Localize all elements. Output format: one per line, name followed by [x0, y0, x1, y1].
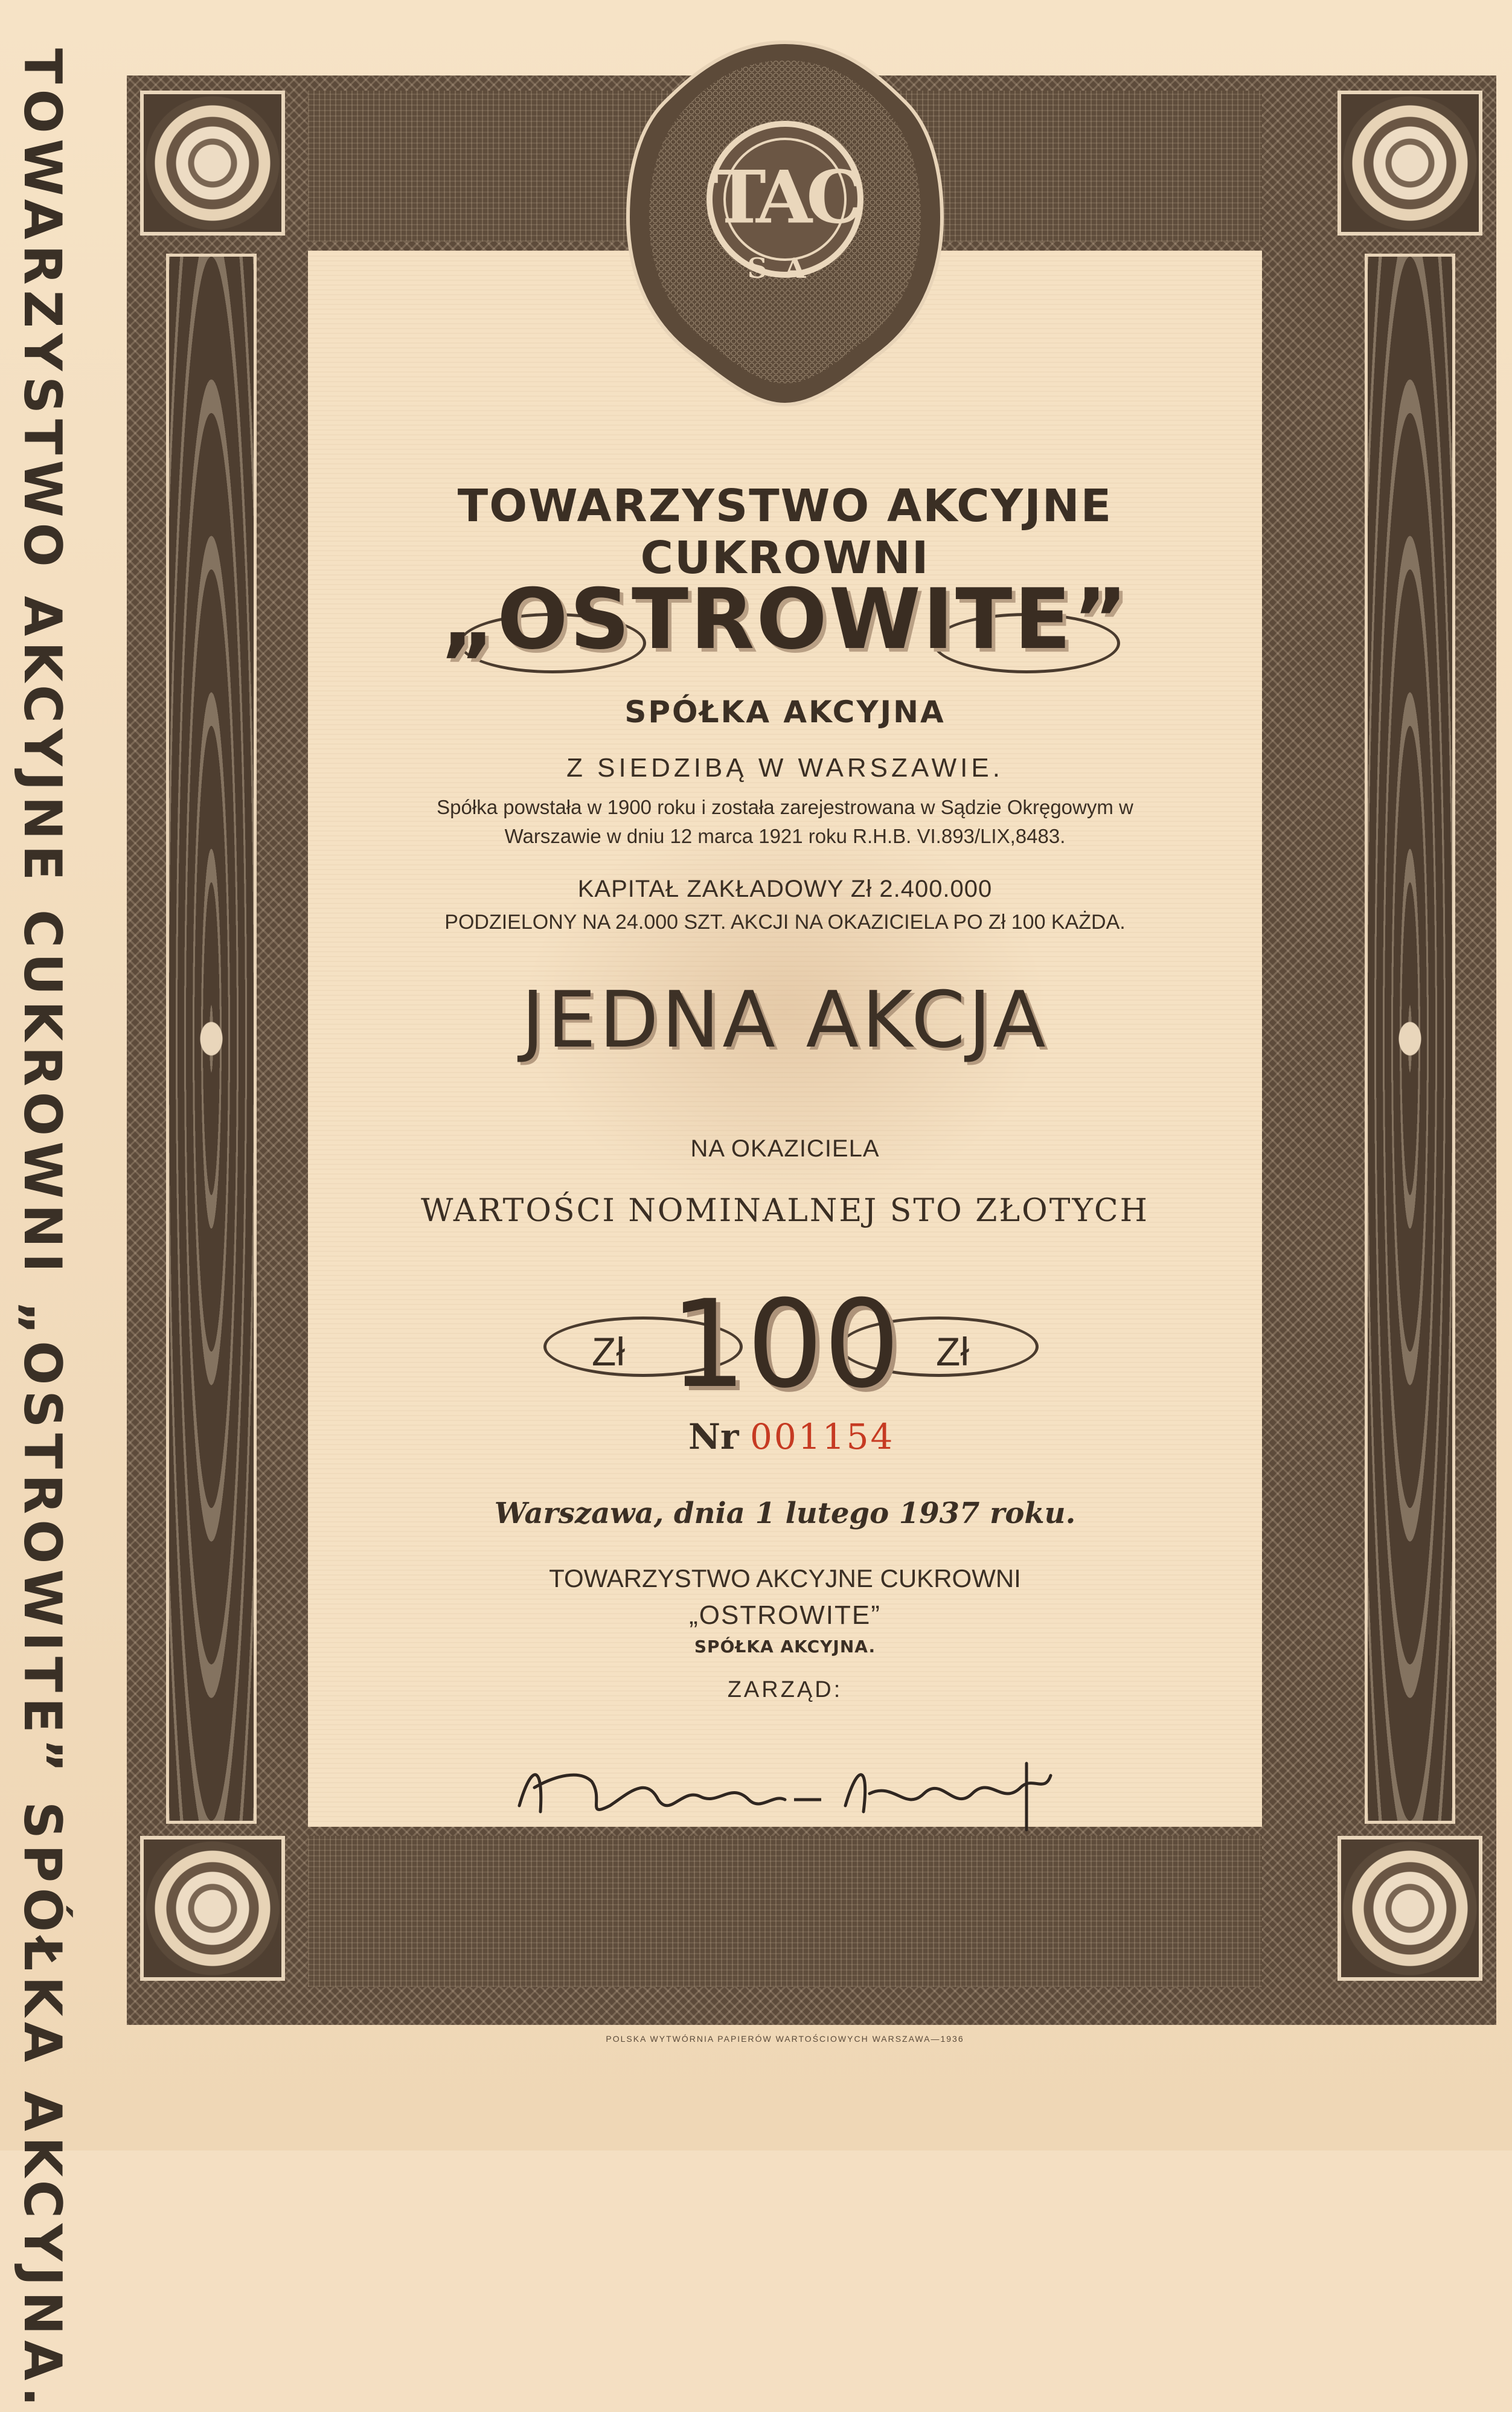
monogram-letters: TAC [712, 155, 858, 240]
stub-text: TOWARZYSTWO AKCYJNE CUKROWNI „OSTROWITE” SPÓŁKA AKCYJNA. [12, 48, 72, 2412]
stub-strip [0, 48, 97, 2412]
registration-text: Spółka powstała w 1900 roku i została zarejestrowana w Sądzie Okręgowym w Warszawie w dniu 12 marca 1921 roku R.H.B. VI.893/LIX,8483. [437, 796, 1133, 847]
currency-left: Zł [592, 1329, 625, 1374]
company-line1: TOWARZYSTWO AKCYJNE CUKROWNI [457, 480, 1113, 584]
board-label: ZARZĄD: [727, 1677, 843, 1702]
serial-label: Nr [688, 1416, 739, 1457]
serial-value: 001154 [750, 1416, 895, 1457]
issue-date: Warszawa, dnia 1 lutego 1937 roku. [494, 1496, 1076, 1530]
left-border-ornament [166, 254, 257, 1824]
handwritten-signatures [507, 1739, 1063, 1848]
amount-row [308, 1274, 1262, 1415]
company-type: SPÓŁKA AKCYJNA [624, 694, 946, 730]
corner-ornament-bottom-right [1337, 1836, 1482, 1981]
issuer-line3: SPÓŁKA AKCYJNA. [694, 1637, 876, 1657]
share-bearer: NA OKAZICIELA [690, 1135, 880, 1162]
serial-number [688, 1416, 894, 1457]
currency-right: Zł [936, 1329, 969, 1374]
monogram-sa: SA [747, 252, 823, 285]
bottom-guilloche-band [308, 1836, 1262, 1987]
corner-ornament-top-right [1337, 91, 1482, 236]
corner-ornament-bottom-left [140, 1836, 285, 1981]
printer-imprint: POLSKA WYTWÓRNIA PAPIERÓW WARTOŚCIOWYCH WARSZAWA—1936 [606, 2034, 964, 2044]
capital-line2: PODZIELONY NA 24.000 SZT. AKCJI NA OKAZICIELA PO Zł 100 KAŻDA. [444, 911, 1126, 934]
share-nominal: WARTOŚCI NOMINALNEJ STO ZŁOTYCH [420, 1193, 1150, 1229]
company-name: „OSTROWITE” [440, 571, 1130, 668]
capital-line1: KAPITAŁ ZAKŁADOWY Zł 2.400.000 [577, 876, 993, 902]
share-title: JEDNA AKCJA [521, 975, 1049, 1065]
issuer-line2: „OSTROWITE” [689, 1600, 881, 1630]
corner-ornament-top-left [140, 91, 285, 236]
issuer-line1: TOWARZYSTWO AKCYJNE CUKROWNI [549, 1564, 1021, 1592]
right-border-ornament [1365, 254, 1455, 1824]
amount-value: 100 [670, 1274, 900, 1415]
monogram-medallion [622, 36, 948, 411]
company-seat: Z SIEDZIBĄ W WARSZAWIE. [566, 753, 1004, 783]
